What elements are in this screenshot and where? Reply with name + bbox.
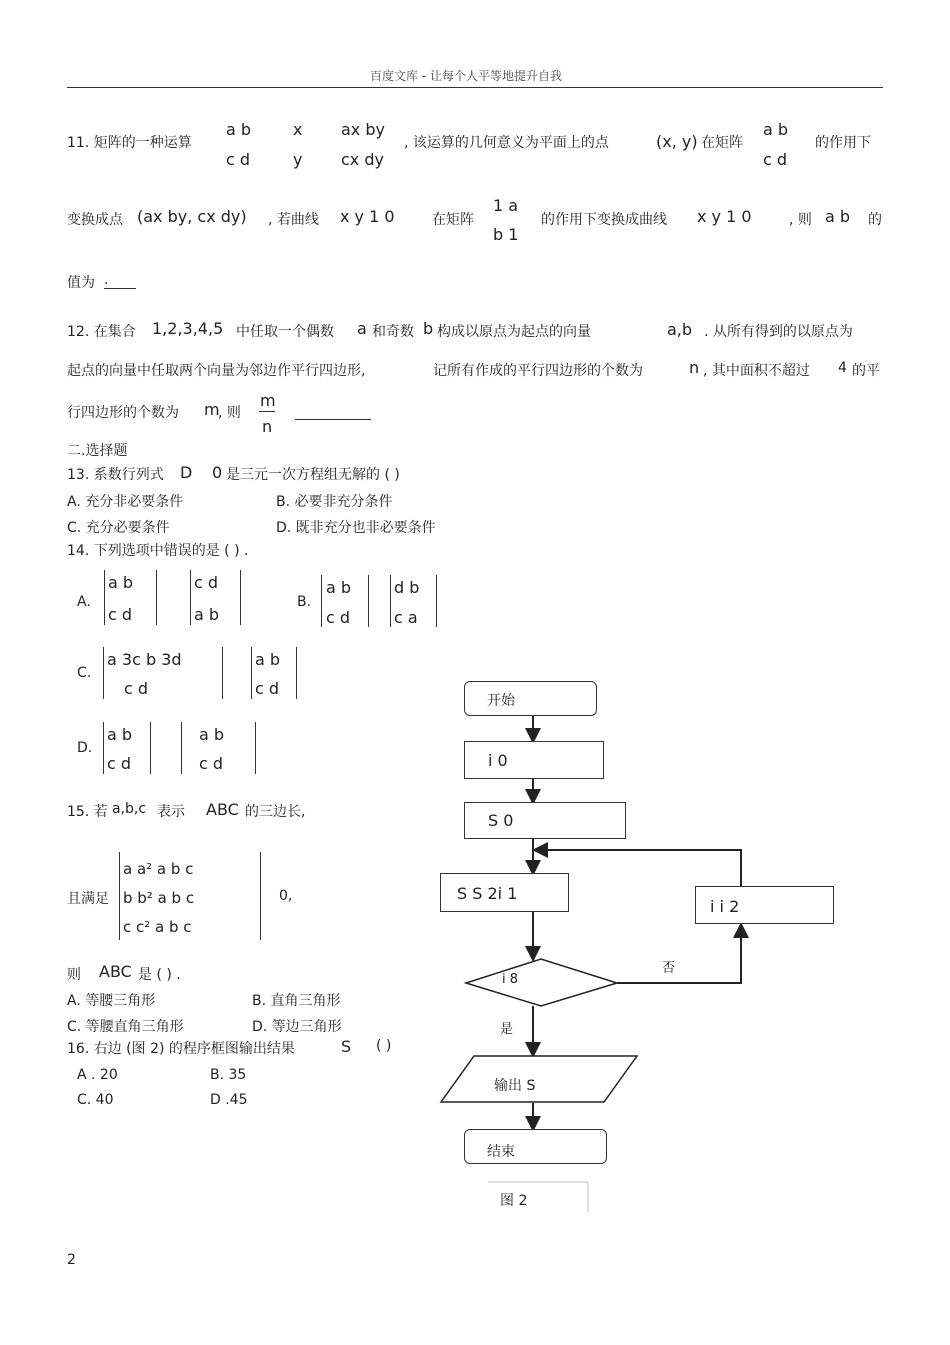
q12-a: 12. 在集合 [67, 324, 136, 340]
q12-line3-b: , 则 [218, 405, 241, 421]
q12-line2-c: , 其中面积不超过 [703, 363, 810, 379]
q14-c1-row2: c d [124, 679, 149, 698]
q14-a2-row2: a b [194, 605, 220, 624]
q15-stem-b: 表示 [157, 804, 185, 820]
q16-option-c[interactable]: C. 40 [77, 1092, 114, 1108]
q15-is: 是 ( ) . [138, 967, 181, 983]
q11-line2-e: , 则 [789, 212, 812, 228]
q12-var-a: a [357, 319, 367, 338]
q15-det-row1: a a² a b c [123, 860, 194, 878]
q14-option-d-label[interactable]: D. [77, 740, 93, 756]
flow-decision-diamond [466, 959, 617, 1006]
flow-output-label: 输出 S [494, 1078, 536, 1094]
q11-matrix2-row1: a b [763, 120, 789, 139]
flow-update-s-label: S S 2i 1 [457, 884, 518, 903]
q13-option-a[interactable]: A. 充分非必要条件 [67, 494, 184, 510]
page-header: 百度文库 - 让每个人平等地提升自我 [370, 69, 562, 83]
flow-init-s-label: S 0 [488, 811, 514, 830]
q14-b2-row2: c a [394, 608, 418, 627]
flow-output-parallelogram [441, 1056, 637, 1102]
flow-end-label: 结束 [487, 1144, 515, 1160]
flow-start-label: 开始 [487, 693, 515, 709]
q15-option-b[interactable]: B. 直角三角形 [252, 993, 341, 1009]
q12-line2-b: 记所有作成的平行四边形的个数为 [433, 363, 643, 379]
q11-result-row2: cx dy [341, 150, 384, 169]
q15-option-a[interactable]: A. 等腰三角形 [67, 993, 156, 1009]
q12-fraction-numerator: m [260, 391, 276, 410]
q14-d1-row1: a b [107, 725, 133, 744]
q16-option-a[interactable]: A . 20 [77, 1067, 118, 1083]
q13-option-c[interactable]: C. 充分必要条件 [67, 520, 170, 536]
q16-S: S [341, 1037, 352, 1056]
section-choice-title: 二.选择题 [67, 443, 128, 459]
q11-curve2: x y 1 0 [697, 207, 752, 226]
q14-a1-row2: c d [108, 605, 133, 624]
q12-line3-a: 行四边形的个数为 [67, 405, 179, 421]
q12-line2-a: 起点的向量中任取两个向量为邻边作平行四边形, [67, 363, 366, 379]
q14-d2-row1: a b [199, 725, 225, 744]
q11-matrix2-row2: c d [763, 150, 788, 169]
flow-init-i [464, 741, 604, 779]
q11-matrix1-row2: c d [226, 150, 251, 169]
q14-stem: 14. 下列选项中错误的是 ( ) . [67, 543, 249, 559]
q11-point: (x, y) [656, 132, 698, 151]
q15-det-row2: b b² a b c [123, 889, 195, 907]
q11-vector-x: x [293, 120, 303, 139]
q12-b: 中任取一个偶数 [236, 324, 334, 340]
q16-stem: 16. 右边 (图 2) 的程序框图输出结果 [67, 1041, 295, 1057]
q11-matrix3-row2: b 1 [493, 225, 519, 244]
q12-d: 构成以原点为起点的向量 [437, 324, 591, 340]
q11-result-row1: ax by [341, 120, 385, 139]
q14-option-c-label[interactable]: C. [77, 665, 92, 681]
flow-yes-label: 是 [500, 1022, 514, 1037]
q11-line2-b: , 若曲线 [268, 212, 319, 228]
q11-line3: 值为 [67, 275, 95, 291]
q14-option-a-label[interactable]: A. [77, 594, 91, 610]
q11-number: 11. 矩阵的一种运算 [67, 135, 192, 151]
q14-c1-row1: a 3c b 3d [107, 650, 182, 669]
q11-matrix3-row1: 1 a [493, 196, 519, 215]
q13-zero: 0 [212, 463, 223, 482]
q16-option-d[interactable]: D .45 [210, 1092, 248, 1108]
flow-no-label: 否 [662, 961, 676, 976]
q14-d2-row2: c d [199, 754, 224, 773]
q14-b2-row1: d b [394, 578, 420, 597]
flow-end [464, 1129, 607, 1164]
figure-caption: 图 2 [500, 1193, 528, 1209]
q13-option-b[interactable]: B. 必要非充分条件 [276, 494, 393, 510]
q14-a2-row1: c d [194, 573, 219, 592]
q11-ab: a b [825, 207, 851, 226]
q13-stem-b: 是三元一次方程组无解的 ( ) [226, 467, 400, 483]
q12-fraction-denominator: n [262, 417, 273, 436]
q15-det-row3: c c² a b c [123, 918, 192, 936]
flow-update-i-label: i i 2 [710, 897, 740, 916]
q12-var-b: b [423, 319, 434, 338]
q11-line2-point: (ax by, cx dy) [137, 207, 247, 226]
q15-stem-c: 的三边长, [245, 804, 306, 820]
page-number: 2 [67, 1252, 76, 1268]
q15-condition: 且满足 [67, 891, 109, 907]
q12-var-m: m [204, 400, 220, 419]
flow-init-i-label: i 0 [488, 751, 508, 770]
q11-vector-y: y [293, 150, 303, 169]
q12-c: 和奇数 [372, 324, 414, 340]
q11-line2-f: 的 [868, 212, 882, 228]
q12-e: . 从所有得到的以原点为 [704, 324, 853, 340]
q15-triangle-2: ABC [99, 962, 132, 981]
q14-c2-row2: c d [255, 679, 280, 698]
q11-in-matrix: 在矩阵 [701, 135, 743, 151]
q13-D: D [180, 463, 193, 482]
q15-stem-a: 15. 若 [67, 804, 108, 820]
q11-line2-c: 在矩阵 [432, 212, 474, 228]
q11-effect: 的作用下 [815, 135, 871, 151]
q14-option-b-label[interactable]: B. [297, 594, 312, 610]
q13-stem-a: 13. 系数行列式 [67, 467, 164, 483]
flow-start [464, 681, 597, 716]
q11-description: , 该运算的几何意义为平面上的点 [404, 135, 609, 151]
q12-vector: a,b [667, 320, 693, 339]
q12-set: 1,2,3,4,5 [152, 319, 224, 338]
q15-option-c[interactable]: C. 等腰直角三角形 [67, 1019, 184, 1035]
q12-line2-d: 的平 [852, 363, 880, 379]
q14-b1-row1: a b [326, 578, 352, 597]
q16-option-b[interactable]: B. 35 [210, 1067, 247, 1083]
q12-var-n: n [689, 358, 700, 377]
q15-abc: a,b,c [112, 801, 147, 817]
q14-c2-row1: a b [255, 650, 281, 669]
q16-paren: ( ) [376, 1038, 392, 1054]
q11-line2-d: 的作用下变换成曲线 [541, 212, 667, 228]
q14-b1-row2: c d [326, 608, 351, 627]
q15-equals-zero: 0, [279, 888, 293, 904]
q11-line2-a: 变换成点 [67, 212, 123, 228]
q14-a1-row1: a b [108, 573, 134, 592]
q15-option-d[interactable]: D. 等边三角形 [252, 1019, 342, 1035]
q15-then: 则 [67, 967, 81, 983]
q15-triangle: ABC [206, 800, 239, 819]
q11-answer-blank[interactable]: . [104, 272, 136, 289]
q12-four: 4 [838, 360, 847, 376]
q14-d1-row2: c d [107, 754, 132, 773]
q11-matrix1-row1: a b [226, 120, 252, 139]
q13-option-d[interactable]: D. 既非充分也非必要条件 [276, 520, 436, 536]
flow-condition-label: i 8 [502, 972, 519, 987]
q11-curve1: x y 1 0 [340, 207, 395, 226]
